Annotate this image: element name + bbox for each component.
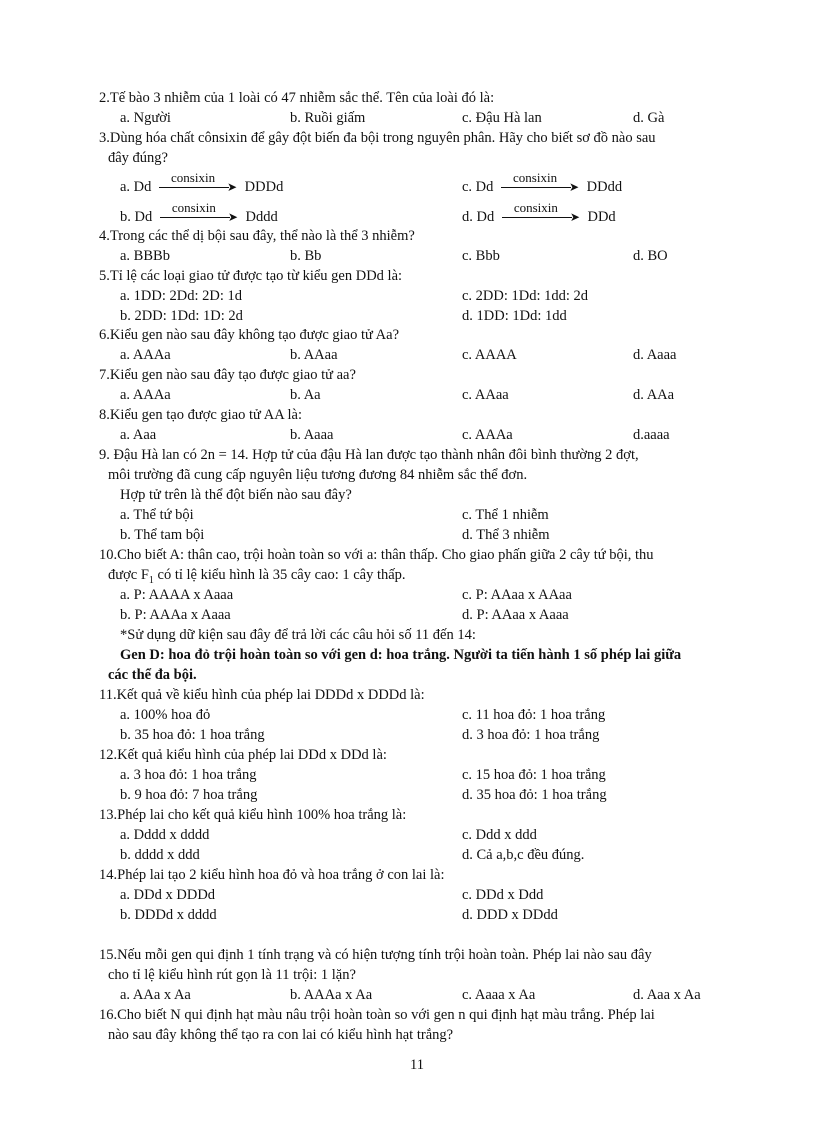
arrow-head-icon: ➤	[227, 180, 238, 194]
q8-option-d: d.aaaa	[633, 427, 670, 443]
q6-stem: 6.Kiểu gen nào sau đây không tạo được giao tử Aa?	[99, 327, 400, 343]
q3-d-pre: d. Dd	[462, 209, 495, 225]
q3-stem: 3.Dùng hóa chất cônsixin để gây đột biến đa bội trong nguyên phân. Hãy cho biết sơ đồ nào sau	[99, 130, 656, 146]
q11-option-c: c. 11 hoa đỏ: 1 hoa trắng	[462, 707, 606, 723]
q2-option-a: a. Người	[120, 110, 171, 126]
q12-option-d: d. 35 hoa đỏ: 1 hoa trắng	[462, 787, 607, 803]
q13-option-b: b. dddd x ddd	[120, 847, 200, 863]
q16-stem-cont: nào sau đây không thể tạo ra con lai có kiểu hình hạt trắng?	[108, 1027, 454, 1043]
q3-option-b	[120, 200, 278, 227]
arrow-label: consixin	[171, 200, 216, 215]
q7-option-b: b. Aa	[290, 387, 321, 403]
q15-option-b: b. AAAa x Aa	[290, 987, 373, 1003]
q13-option-d: d. Cả a,b,c đều đúng.	[462, 847, 585, 863]
q4-option-a: a. BBBb	[120, 248, 170, 264]
q9-option-d: d. Thể 3 nhiễm	[462, 527, 550, 543]
q12-stem: 12.Kết quả kiểu hình của phép lai DDd x DDd là:	[99, 747, 387, 763]
page-number: 11	[410, 1057, 424, 1073]
q5-option-a: a. 1DD: 2Dd: 2D: 1d	[120, 288, 243, 304]
q12-option-c: c. 15 hoa đỏ: 1 hoa trắng	[462, 767, 606, 783]
q3-option-c	[462, 170, 623, 197]
reaction-arrow	[500, 200, 582, 227]
arrow-head-icon: ➤	[569, 210, 580, 224]
q5-stem: 5.Tỉ lệ các loại giao tử được tạo từ kiểu gen DDd là:	[99, 268, 403, 284]
q3-a-pre: a. Dd	[120, 179, 152, 195]
q3-c-post: DDdd	[586, 179, 623, 195]
q15-option-a: a. AAa x Aa	[120, 987, 191, 1003]
arrow-head-icon: ➤	[227, 210, 238, 224]
q15-stem-cont: cho tỉ lệ kiểu hình rút gọn là 11 trội: 1 lặn?	[108, 967, 356, 983]
q10-stem-cont: được $F_1$ có tỉ lệ kiểu hình là 35 cây cao: 1 cây thấp.	[108, 567, 406, 586]
q10-stem: 10.Cho biết A: thân cao, trội hoàn toàn so với a: thân thấp. Cho giao phấn giữa 2 cây tứ bội, thu	[99, 547, 654, 563]
q4-option-c: c. Bbb	[462, 248, 500, 264]
q11-stem: 11.Kết quả về kiểu hình của phép lai DDDd x DDDd là:	[99, 687, 425, 703]
q7-stem: 7.Kiểu gen nào sau đây tạo được giao tử aa?	[99, 367, 356, 383]
q9-option-a: a. Thể tứ bội	[120, 507, 194, 523]
q13-option-a: a. Dddd x dddd	[120, 827, 210, 843]
q15-option-d: d. Aaa x Aa	[633, 987, 701, 1003]
q9-option-c: c. Thể 1 nhiễm	[462, 507, 549, 523]
q4-option-b: b. Bb	[290, 248, 322, 264]
q3-b-post: Dddd	[245, 209, 278, 225]
q5-option-d: d. 1DD: 1Dd: 1dd	[462, 308, 567, 324]
q14-option-d: d. DDD x DDdd	[462, 907, 558, 923]
q8-option-b: b. Aaaa	[290, 427, 334, 443]
q3-d-post: DDd	[587, 209, 616, 225]
q2-option-b: b. Ruồi giấm	[290, 110, 366, 126]
q11-option-b: b. 35 hoa đỏ: 1 hoa trắng	[120, 727, 265, 743]
q10-option-b: b. P: AAAa x Aaaa	[120, 607, 231, 623]
q7-option-c: c. AAaa	[462, 387, 509, 403]
q2-option-d: d. Gà	[633, 110, 665, 126]
q16-stem: 16.Cho biết N qui định hạt màu nâu trội hoàn toàn so với gen n qui định hạt màu trắng. Phép lai	[99, 1007, 655, 1023]
q6-option-c: c. AAAA	[462, 347, 517, 363]
q2-option-c: c. Đậu Hà lan	[462, 110, 542, 126]
q3-a-post: DDDd	[244, 179, 284, 195]
q2-stem: 2.Tế bào 3 nhiễm của 1 loài có 47 nhiễm sắc thể. Tên của loài đó là:	[99, 90, 495, 106]
reaction-arrow	[499, 170, 581, 197]
q9-stem-cont2: Hợp tử trên là thể đột biến nào sau đây?	[120, 487, 352, 503]
q14-option-a: a. DDd x DDDd	[120, 887, 216, 903]
q14-stem: 14.Phép lai tạo 2 kiểu hình hoa đỏ và hoa trắng ở con lai là:	[99, 867, 445, 883]
instruction-note: *Sử dụng dữ kiện sau đây để trả lời các câu hỏi số 11 đến 14:	[120, 627, 476, 643]
q8-option-a: a. Aaa	[120, 427, 157, 443]
q3-c-pre: c. Dd	[462, 179, 494, 195]
q13-option-c: c. Ddd x ddd	[462, 827, 537, 843]
q15-option-c: c. Aaaa x Aa	[462, 987, 536, 1003]
q15-stem: 15.Nếu mỗi gen qui định 1 tính trạng và có hiện tượng tính trội hoàn toàn. Phép lai nào sau đây	[99, 947, 652, 963]
arrow-head-icon: ➤	[569, 180, 580, 194]
q3-b-pre: b. Dd	[120, 209, 153, 225]
q10-option-c: c. P: AAaa x AAaa	[462, 587, 572, 603]
q6-option-b: b. AAaa	[290, 347, 338, 363]
q3-option-d	[462, 200, 616, 227]
q11-option-d: d. 3 hoa đỏ: 1 hoa trắng	[462, 727, 600, 743]
arrow-label: consixin	[171, 170, 216, 185]
q5-option-c: c. 2DD: 1Dd: 1dd: 2d	[462, 288, 589, 304]
q9-stem: 9. Đậu Hà lan có 2n = 14. Hợp tử của đậu Hà lan được tạo thành nhân đôi bình thường 2 đợt,	[99, 447, 639, 463]
given-data-line2: các thể đa bội.	[108, 667, 197, 683]
q7-option-a: a. AAAa	[120, 387, 171, 403]
reaction-arrow	[157, 170, 239, 197]
arrow-label: consixin	[513, 170, 558, 185]
q12-option-b: b. 9 hoa đỏ: 7 hoa trắng	[120, 787, 258, 803]
reaction-arrow	[158, 200, 240, 227]
arrow-label: consixin	[513, 200, 558, 215]
q10-option-d: d. P: AAaa x Aaaa	[462, 607, 569, 623]
q8-stem: 8.Kiểu gen tạo được giao tử AA là:	[99, 407, 302, 423]
q8-option-c: c. AAAa	[462, 427, 513, 443]
q11-option-a: a. 100% hoa đỏ	[120, 707, 211, 723]
q9-stem-cont: môi trường đã cung cấp nguyên liệu tương đương 84 nhiễm sắc thể đơn.	[108, 467, 528, 483]
given-data-line1: Gen D: hoa đỏ trội hoàn toàn so với gen d: hoa trắng. Người ta tiến hành 1 số phép lai giữa	[120, 647, 682, 663]
q5-option-b: b. 2DD: 1Dd: 1D: 2d	[120, 308, 243, 324]
q14-option-b: b. DDDd x dddd	[120, 907, 217, 923]
q4-option-d: d. BO	[633, 248, 668, 264]
q7-option-d: d. AAa	[633, 387, 675, 403]
q3-stem-cont: đây đúng?	[108, 150, 168, 166]
q9-option-b: b. Thể tam bội	[120, 527, 205, 543]
q10-option-a: a. P: AAAA x Aaaa	[120, 587, 234, 603]
q14-option-c: c. DDd x Ddd	[462, 887, 544, 903]
q13-stem: 13.Phép lai cho kết quả kiểu hình 100% hoa trắng là:	[99, 807, 407, 823]
q3-option-a	[120, 170, 284, 197]
q12-option-a: a. 3 hoa đỏ: 1 hoa trắng	[120, 767, 257, 783]
q6-option-d: d. Aaaa	[633, 347, 677, 363]
q4-stem: 4.Trong các thể dị bội sau đây, thể nào là thể 3 nhiễm?	[99, 228, 415, 244]
q6-option-a: a. AAAa	[120, 347, 171, 363]
